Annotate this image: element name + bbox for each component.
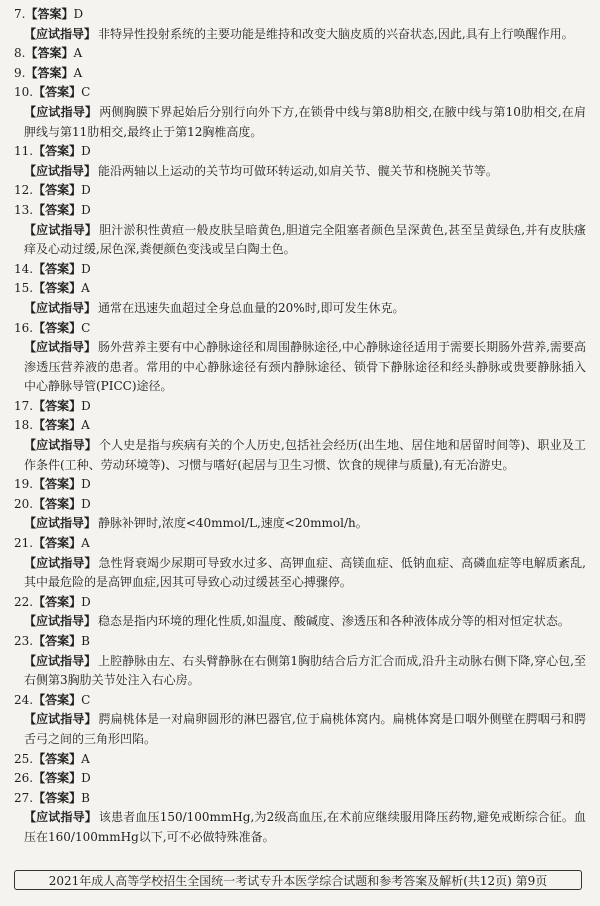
answer-tag: 【答案】 — [33, 281, 82, 296]
answer-line — [14, 750, 586, 770]
answer-line — [14, 475, 586, 495]
guide-tag: 【应试指导】 — [24, 614, 97, 629]
answer-value: A — [73, 65, 83, 80]
answer-tag: 【答案】 — [33, 418, 82, 433]
answer-line — [14, 534, 586, 554]
guide-tag: 【应试指导】 — [24, 26, 97, 41]
answer-line — [14, 44, 586, 64]
guide-paragraph — [14, 808, 586, 847]
answer-line — [14, 416, 586, 436]
guide-text: 该患者血压150/100mmHg,为2级高血压,在术前应继续服用降压药物,避免戒断综合征。血压在160/100mmHg以下,可不必做特殊准备。 — [24, 810, 586, 844]
answer-line — [14, 260, 586, 280]
guide-paragraph — [14, 221, 586, 260]
answer-tag: 【答案】 — [33, 634, 82, 648]
question-number: 23. — [14, 634, 34, 648]
answer-value: D — [81, 594, 91, 609]
guide-paragraph — [14, 103, 586, 142]
guide-paragraph — [14, 162, 586, 182]
answer-value: A — [81, 418, 90, 433]
guide-tag: 【应试指导】 — [24, 653, 97, 668]
question-number: 18. — [14, 418, 34, 433]
question-number: 26. — [14, 771, 34, 786]
guide-tag: 【应试指导】 — [24, 516, 97, 531]
question-number: 8. — [14, 46, 26, 61]
answer-tag: 【答案】 — [25, 65, 74, 80]
guide-paragraph — [14, 652, 586, 691]
answer-tag: 【答案】 — [33, 85, 82, 100]
guide-paragraph — [14, 338, 586, 397]
guide-paragraph — [14, 25, 586, 45]
guide-tag: 【应试指导】 — [24, 810, 97, 825]
question-number: 24. — [14, 692, 34, 707]
question-number: 9. — [14, 65, 26, 80]
guide-tag: 【应试指导】 — [24, 300, 97, 315]
guide-tag: 【应试指导】 — [24, 104, 98, 119]
guide-tag: 【应试指导】 — [24, 340, 97, 355]
answer-tag: 【答案】 — [33, 477, 82, 492]
answer-value: D — [81, 771, 91, 786]
answer-tag: 【答案】 — [33, 496, 82, 511]
question-number: 16. — [14, 320, 34, 335]
question-number: 10. — [14, 85, 34, 100]
question-number: 19. — [14, 477, 34, 492]
answer-line — [14, 397, 586, 417]
page-footer: 2021年成人高等学校招生全国统一考试专升本医学综合试题和参考答案及解析(共12页) 第9页 — [14, 870, 582, 890]
answer-tag: 【答案】 — [33, 202, 82, 217]
guide-text: 个人史是指与疾病有关的个人历史,包括社会经历(出生地、居住地和居留时间等)、职业及工作条件(工种、劳动环境等)、习惯与嗜好(起居与卫生习惯、饮食的规律与质量),有无冶游史。 — [24, 438, 586, 472]
answer-line — [14, 319, 586, 339]
guide-paragraph — [14, 436, 586, 475]
guide-text: 两侧胸膜下界起始后分别行向外下方,在锁骨中线与第8肋相交,在腋中线与第10肋相交,在肩胛线与第11肋相交,最终止于第12胸椎高度。 — [24, 104, 586, 139]
answer-value: D — [81, 202, 91, 217]
answer-value: D — [81, 144, 91, 159]
answer-line — [14, 181, 586, 201]
answer-line — [14, 279, 586, 299]
answer-line — [14, 64, 586, 84]
question-number: 7. — [14, 7, 26, 21]
answer-tag: 【答案】 — [33, 183, 82, 198]
answer-line — [14, 5, 586, 25]
question-number: 22. — [14, 594, 34, 609]
answer-value: B — [81, 790, 90, 805]
answer-tag: 【答案】 — [33, 536, 82, 551]
answer-value: A — [73, 46, 83, 61]
question-number: 15. — [14, 281, 34, 296]
answer-tag: 【答案】 — [33, 144, 82, 159]
answer-value: D — [81, 398, 91, 413]
answer-value: D — [81, 183, 91, 198]
answer-line — [14, 769, 586, 789]
guide-text: 稳态是指内环境的理化性质,如温度、酸碱度、渗透压和各种液体成分等的相对恒定状态。 — [98, 614, 570, 629]
answer-line — [14, 201, 586, 221]
guide-tag: 【应试指导】 — [24, 555, 97, 570]
answer-value: D — [81, 261, 91, 276]
answer-value: C — [81, 85, 91, 100]
question-number: 12. — [14, 183, 34, 198]
guide-text: 胆汁淤积性黄疸一般皮肤呈暗黄色,胆道完全阻塞者颜色呈深黄色,甚至呈黄绿色,并有皮肤瘙痒及心动过缓,尿色深,粪便颜色变浅或呈白陶土色。 — [24, 222, 586, 257]
answer-line — [14, 83, 586, 103]
answer-list — [14, 5, 586, 848]
guide-text: 通常在迅速失血超过全身总血量的20%时,即可发生休克。 — [98, 300, 405, 315]
answer-line — [14, 789, 586, 809]
answer-tag: 【答案】 — [33, 790, 82, 805]
answer-tag: 【答案】 — [25, 7, 74, 21]
answer-line — [14, 632, 586, 652]
guide-tag: 【应试指导】 — [24, 438, 97, 453]
guide-tag: 【应试指导】 — [24, 712, 97, 727]
answer-value: A — [81, 751, 90, 766]
guide-paragraph — [14, 299, 586, 319]
guide-paragraph — [14, 554, 586, 593]
answer-value: C — [81, 692, 91, 707]
answer-value: B — [81, 634, 90, 648]
question-number: 14. — [14, 261, 34, 276]
guide-tag: 【应试指导】 — [24, 163, 97, 178]
answer-line — [14, 691, 586, 711]
answer-line — [14, 495, 586, 515]
answer-value: A — [81, 536, 90, 551]
answer-tag: 【答案】 — [33, 692, 82, 707]
guide-tag: 【应试指导】 — [24, 222, 98, 237]
answer-line — [14, 142, 586, 162]
question-number: 25. — [14, 751, 34, 766]
question-number: 11. — [14, 144, 34, 159]
answer-tag: 【答案】 — [33, 771, 82, 786]
guide-text: 腭扁桃体是一对扁卵圆形的淋巴器官,位于扁桃体窝内。扁桃体窝是口咽外侧壁在腭咽弓和腭舌弓之间的三角形凹陷。 — [24, 712, 586, 746]
answer-tag: 【答案】 — [33, 320, 82, 335]
guide-text: 上腔静脉由左、右头臂静脉在右侧第1胸肋结合后方汇合而成,沿升主动脉右侧下降,穿心包,至右侧第3胸肋关节处注入右心房。 — [24, 653, 586, 688]
question-number: 13. — [14, 202, 34, 217]
guide-paragraph — [14, 710, 586, 749]
guide-text: 静脉补钾时,浓度<40mmol/L,速度<20mmol/h。 — [98, 516, 368, 531]
guide-text: 非特异性投射系统的主要功能是维持和改变大脑皮质的兴奋状态,因此,具有上行唤醒作用。 — [98, 26, 574, 41]
answer-tag: 【答案】 — [33, 751, 82, 766]
question-number: 17. — [14, 398, 34, 413]
guide-text: 肠外营养主要有中心静脉途径和周围静脉途径,中心静脉途径适用于需要长期肠外营养,需要高渗透压营养液的患者。常用的中心静脉途径有颈内静脉途径、锁骨下静脉途径和经头静脉或贵要静脉插入中心静脉导管(PICC)途径。 — [24, 340, 586, 394]
answer-value: A — [81, 281, 90, 296]
answer-value: C — [81, 320, 91, 335]
answer-value: D — [81, 496, 91, 511]
guide-paragraph — [14, 612, 586, 632]
question-number: 21. — [14, 536, 34, 551]
answer-tag: 【答案】 — [33, 261, 82, 276]
guide-text: 急性肾衰竭少尿期可导致水过多、高钾血症、高镁血症、低钠血症、高磷血症等电解质紊乱,其中最危险的是高钾血症,因其可导致心动过缓甚至心搏骤停。 — [24, 555, 586, 590]
answer-value: D — [81, 477, 91, 492]
guide-text: 能沿两轴以上运动的关节均可做环转运动,如肩关节、髋关节和桡腕关节等。 — [98, 163, 498, 178]
answer-line — [14, 593, 586, 613]
question-number: 27. — [14, 790, 34, 805]
answer-tag: 【答案】 — [33, 594, 82, 609]
question-number: 20. — [14, 496, 34, 511]
guide-paragraph — [14, 514, 586, 534]
answer-tag: 【答案】 — [33, 398, 82, 413]
answer-tag: 【答案】 — [25, 46, 74, 61]
answer-value: D — [73, 7, 84, 21]
